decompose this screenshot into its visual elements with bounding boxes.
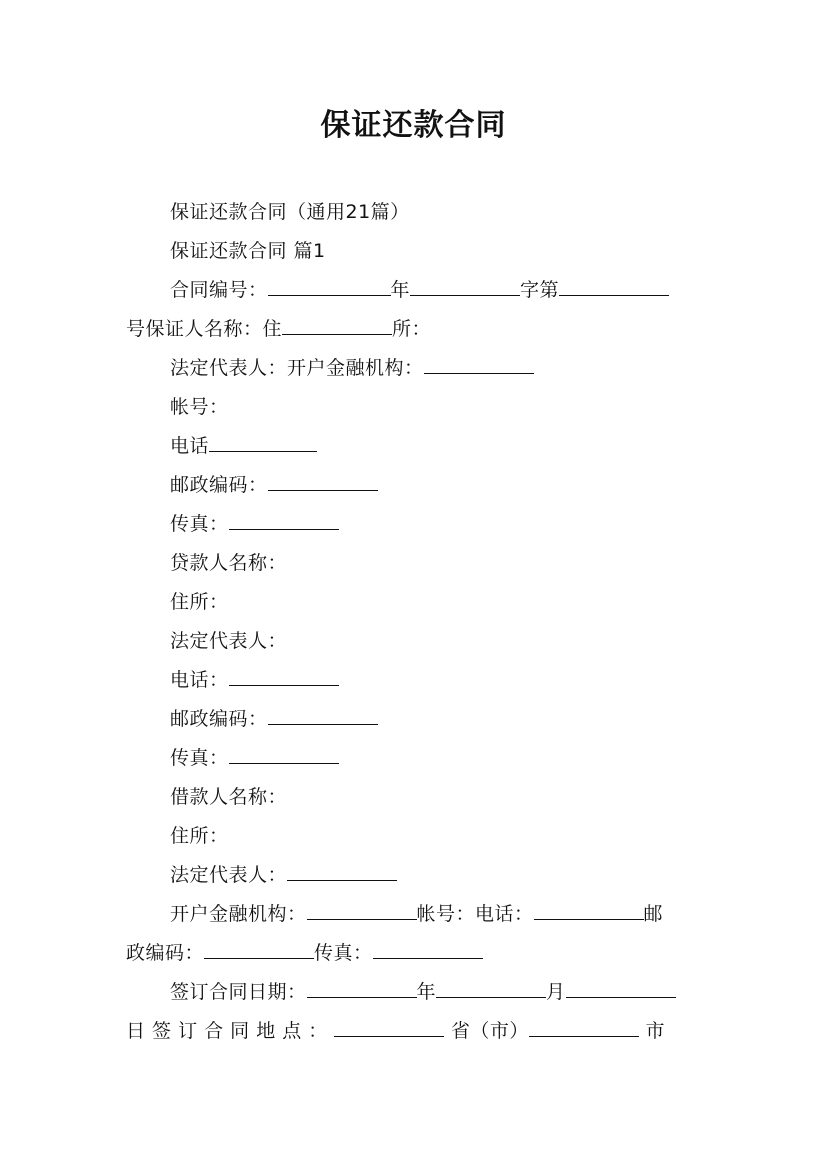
phone2-line [126, 661, 701, 700]
fax2-line [126, 739, 701, 778]
blank-line [334, 1020, 444, 1037]
guarantor-name-label: 保证人名称：住 [145, 318, 283, 340]
bank-label: 开户金融机构： [170, 903, 307, 925]
legal-rep-bank-line [126, 349, 701, 388]
blank-line [209, 435, 317, 452]
lender-name-line: 贷款人名称： [170, 552, 288, 574]
blank-line [410, 279, 520, 296]
blank-line [287, 864, 397, 881]
legal-rep2-line [126, 856, 701, 895]
postal-label: 邮政编码： [170, 474, 268, 496]
sign-place-line [126, 1012, 701, 1051]
blank-line [534, 903, 644, 920]
fax3-label: 传真： [314, 942, 373, 964]
bank-account-phone-line [126, 895, 701, 934]
blank-line [373, 942, 483, 959]
document-title: 保证还款合同 [320, 108, 507, 143]
blank-line [229, 513, 339, 530]
blank-line [268, 474, 378, 491]
month-label: 月 [546, 981, 566, 1003]
blank-line [307, 903, 417, 920]
document-body [126, 193, 701, 1051]
hao-label: 号 [126, 318, 146, 340]
blank-line [282, 318, 392, 335]
city-label: 市 [645, 1020, 665, 1042]
zheng-postal-label: 政编码： [126, 942, 205, 964]
day-place-label: 日 签 订 合 同 地 点 ： [126, 1020, 328, 1042]
fax-label: 传真： [170, 513, 229, 535]
address2-line: 住所： [170, 825, 229, 847]
phone2-label: 电话： [170, 669, 229, 691]
legal-rep-bank-label: 法定代表人：开户金融机构： [170, 357, 424, 379]
blank-line [204, 942, 314, 959]
postal-line [126, 466, 701, 505]
zi-label: 字第 [520, 279, 560, 301]
fax2-label: 传真： [170, 747, 229, 769]
sign-date-line [126, 973, 701, 1012]
blank-line [559, 279, 669, 296]
blank-line [229, 747, 339, 764]
account-line: 帐号： [170, 396, 229, 418]
blank-line [529, 1020, 639, 1037]
blank-line [229, 669, 339, 686]
blank-line [436, 981, 546, 998]
postal2-line [126, 700, 701, 739]
blank-line [566, 981, 676, 998]
year-label: 年 [416, 981, 437, 1003]
you-label: 邮 [643, 903, 664, 925]
contract-number-label: 合同编号： [170, 279, 268, 301]
postal2-label: 邮政编码： [170, 708, 268, 730]
postal-fax-line [126, 934, 701, 973]
blank-line [424, 357, 534, 374]
blank-line [268, 708, 378, 725]
contract-number-line [126, 271, 701, 310]
legal-rep-line: 法定代表人： [170, 630, 288, 652]
blank-line [307, 981, 417, 998]
subtitle-line: 保证还款合同（通用21篇） [170, 201, 410, 223]
phone-line [126, 427, 701, 466]
account-phone-label: 帐号：电话： [416, 903, 534, 925]
province-label: 省（市） [450, 1020, 529, 1042]
phone-label: 电话 [170, 435, 210, 457]
blank-line [268, 279, 391, 296]
address-line: 住所： [170, 591, 229, 613]
guarantor-line [126, 310, 701, 349]
section-heading: 保证还款合同 篇1 [170, 240, 326, 262]
suo-label: 所： [392, 318, 432, 340]
borrower-name-line: 借款人名称： [170, 786, 288, 808]
year-label: 年 [390, 279, 411, 301]
legal-rep2-label: 法定代表人： [170, 864, 288, 886]
sign-date-label: 签订合同日期： [170, 981, 307, 1003]
fax-line [126, 505, 701, 544]
